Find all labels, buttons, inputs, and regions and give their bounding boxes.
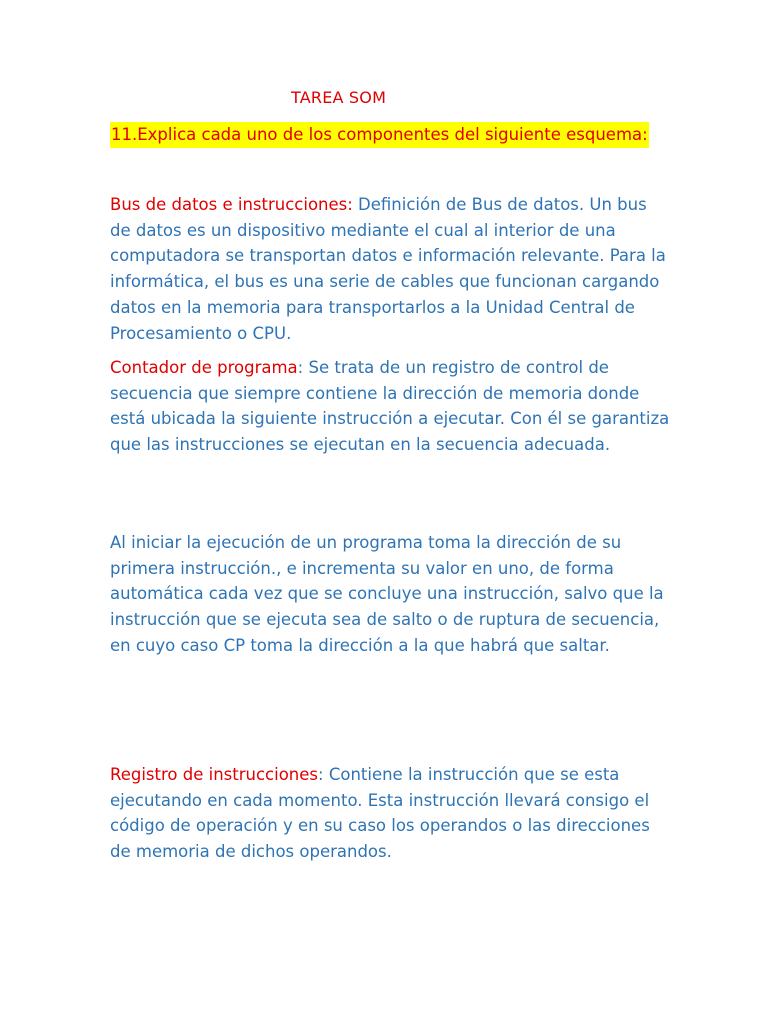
paragraph-lead-suffix: :	[318, 765, 324, 784]
paragraph-bus-datos	[110, 192, 670, 346]
paragraph-registro-instrucciones	[110, 762, 670, 865]
paragraph-lead: Bus de datos e instrucciones:	[110, 195, 353, 214]
question-heading: 11.Explica cada uno de los componentes del siguiente esquema:	[110, 122, 649, 148]
paragraph-body: Contiene la instrucción que se esta ejecutando en cada momento. Esta instrucción llevará consigo el código de operación y en su caso los operandos o las direcciones de memoria de dichos operandos.	[110, 765, 650, 862]
document-title: TAREA SOM	[291, 88, 387, 107]
paragraph-lead: Contador de programa	[110, 358, 298, 377]
paragraph-body: Al iniciar la ejecución de un programa toma la dirección de su primera instrucción., e incrementa su valor en uno, de forma automática cada vez que se concluye una instrucción, salvo que la instrucción que se ejecuta sea de salto o de ruptura de secuencia, en cuyo caso CP toma la dirección a la que habrá que saltar.	[110, 533, 664, 655]
paragraph-lead: Registro de instrucciones	[110, 765, 319, 784]
paragraph-ejecucion-programa	[110, 530, 670, 659]
paragraph-lead-suffix: :	[297, 358, 304, 377]
paragraph-contador-programa	[110, 355, 670, 458]
paragraph-body: Definición de Bus de datos. Un bus de datos es un dispositivo mediante el cual al interior de una computadora se transportan datos e información relevante. Para la informática, el bus es una serie de cables que funcionan cargando datos en la memoria para transportarlos a la Unidad Central de Procesamiento o CPU.	[110, 195, 666, 343]
paragraph-body: Se trata de un registro de control de secuencia que siempre contiene la dirección de memoria donde está ubicada la siguiente instrucción a ejecutar. Con él se garantiza que las instrucciones se ejecutan en la secuencia adecuada.	[110, 358, 670, 455]
